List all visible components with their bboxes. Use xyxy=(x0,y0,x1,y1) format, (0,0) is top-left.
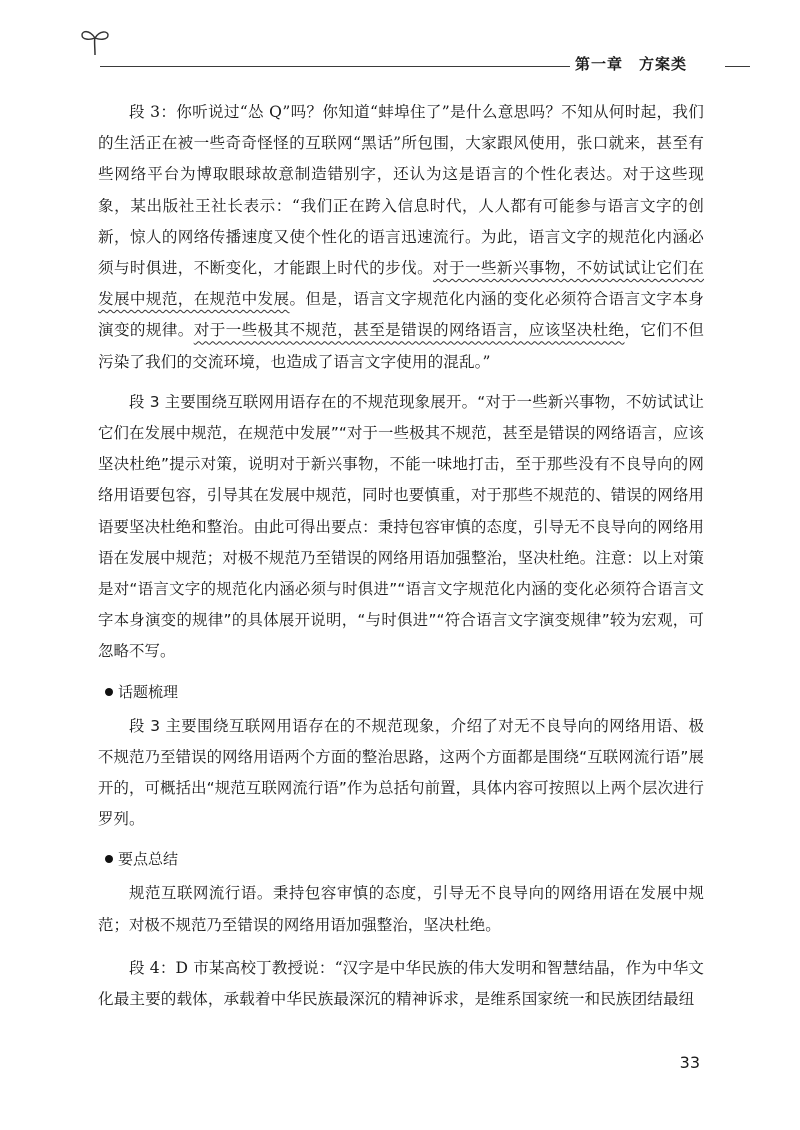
topic-sorting-heading xyxy=(98,677,704,707)
paragraph-3-text-1: 段 3：你听说过“怂 Q”吗？你知道“蚌埠住了”是什么意思吗？不知从何时起，我们的生活正在被一些奇奇怪怪的互联网“黑话”所包围，大家跟风使用，张口就来，甚至有些网络平台为博取眼球故意制造错别字，还认为这是语言的个性化表达。对于这些现象，某出版社王社长表示：“我们正在跨入信息时代，人人都有可能参与语言文字的创新，惊人的网络传播速度又使个性化的语言迅速流行。为此，语言文字的规范化内涵必须与时俱进，不断变化，才能跟上时代的步伐。 xyxy=(98,103,704,278)
paragraph-3-underline-2: 对于一些极其不规范，甚至是错误的网络语言，应该坚决杜绝 xyxy=(193,321,625,340)
analysis-paragraph: 段 3 主要围绕互联网用语存在的不规范现象展开。“对于一些新兴事物，不妨试试让它们在发展中规范，在规范中发展”“对于一些极其不规范，甚至是错误的网络语言，应该坚决杜绝”提示对策，说明对于新兴事物，不能一味地打击，至于那些没有不良导向的网络用语要包容，引导其在发展中规范，同时也要慎重，对于那些不规范的、错误的网络用语要坚决杜绝和整治。由此可得出要点：秉持包容审慎的态度，引导无不良导向的网络用语在发展中规范；对极不规范乃至错误的网络用语加强整治，坚决杜绝。注意：以上对策是对“语言文字的规范化内涵必须与时俱进”“语言文字规范化内涵的变化必须符合语言文字本身演变的规律”的具体展开说明，“与时俱进”“符合语言文字演变规律”较为宏观，可忽略不写。 xyxy=(98,392,704,661)
header-rule-left xyxy=(100,66,570,67)
header-rule-right xyxy=(725,66,750,67)
page-number: 33 xyxy=(679,1053,700,1072)
paragraph-3 xyxy=(98,97,704,378)
page-body xyxy=(98,97,704,1024)
key-points-paragraph: 规范互联网流行语。秉持包容审慎的态度，引导无不良导向的网络用语在发展中规范；对极不规范乃至错误的网络用语加强整治，坚决杜绝。 xyxy=(98,884,704,934)
page-header xyxy=(80,25,750,75)
bullet-dot-icon xyxy=(105,688,113,696)
paragraph-3-text-3: ，它们不但污染了我们的交流环境，也造成了语言文字使用的混乱。” xyxy=(98,321,704,371)
paragraph-3-text-2: 。但是，语言文字规范化内涵的变化必须符合语言文字本身演变的规律。 xyxy=(98,290,704,340)
topic-sorting-label: 话题梳理 xyxy=(118,682,179,701)
paragraph-4: 段 4：D 市某高校丁教授说：“汉字是中华民族的伟大发明和智慧结晶，作为中华文化最主要的载体，承载着中华民族最深沉的精神诉求，是维系国家统一和民族团结最纽 xyxy=(98,958,704,1009)
chapter-title: 第一章 方案类 xyxy=(575,55,688,73)
paragraph-3-underline-1: 对于一些新兴事物，不妨试试让它们在发展中规范，在规范中发展 xyxy=(98,259,705,309)
key-points-heading xyxy=(98,844,704,874)
bullet-dot-icon xyxy=(105,855,113,863)
topic-sorting-paragraph: 段 3 主要围绕互联网用语存在的不规范现象，介绍了对无不良导向的网络用语、极不规范乃至错误的网络用语两个方面的整治思路，这两个方面都是围绕“互联网流行语”展开的，可概括出“规范互联网流行语”作为总括句前置，具体内容可按照以上两个层次进行罗列。 xyxy=(98,716,704,829)
key-points-label: 要点总结 xyxy=(118,850,179,869)
sprout-leaf-icon xyxy=(80,25,110,57)
